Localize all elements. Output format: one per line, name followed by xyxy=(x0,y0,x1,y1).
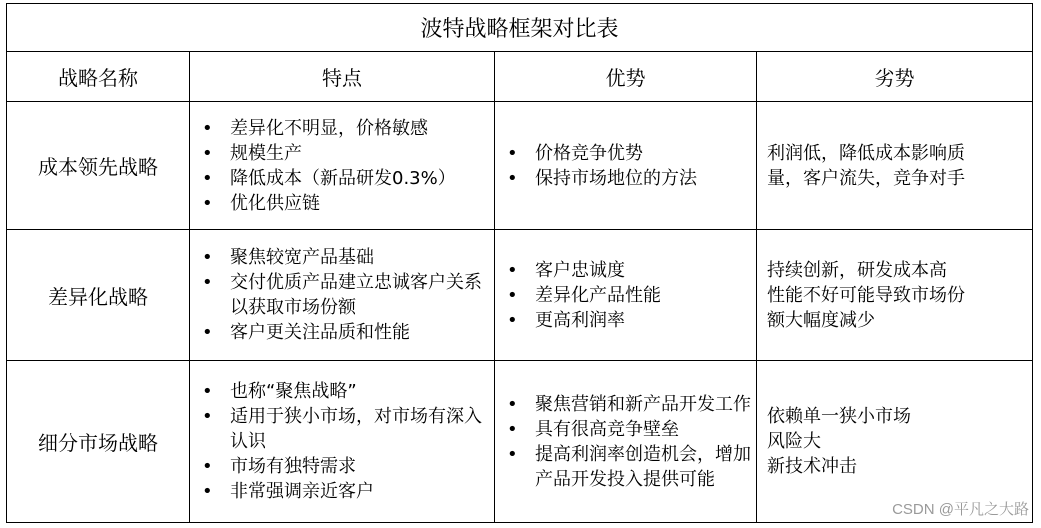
item-text: 也称“聚焦战略” xyxy=(230,381,357,402)
bullet-icon: • xyxy=(507,418,518,440)
advantages-list xyxy=(495,392,756,492)
bullet-icon: • xyxy=(507,443,518,465)
list-item xyxy=(200,270,494,320)
text-line: 新技术冲击 xyxy=(767,456,857,477)
advantages-cell xyxy=(495,230,757,361)
item-text: 提高利润率创造机会，增加产品开发投入提供可能 xyxy=(535,443,751,490)
text-line: 利润低，降低成本影响质 xyxy=(767,142,965,164)
item-text: 非常强调亲近客户 xyxy=(230,481,374,502)
list-item xyxy=(200,404,494,454)
bullet-icon: • xyxy=(202,456,213,477)
table-row xyxy=(7,361,1033,523)
list-item xyxy=(505,417,756,442)
item-text: 聚焦营销和新产品开发工作 xyxy=(535,393,751,415)
advantages-list xyxy=(495,258,756,333)
item-text: 适用于狭小市场，对市场有深入认识 xyxy=(230,406,482,452)
bullet-icon: • xyxy=(202,167,213,189)
bullet-icon: • xyxy=(507,142,518,164)
bullet-icon: • xyxy=(507,284,518,306)
bullet-icon: • xyxy=(202,272,213,293)
features-list xyxy=(190,245,494,345)
table-row xyxy=(7,230,1033,361)
text-line: 量，客户流失，竞争对手 xyxy=(767,167,965,189)
list-item xyxy=(200,166,494,191)
item-text: 优化供应链 xyxy=(230,192,320,214)
text-line: 风险大 xyxy=(767,431,821,452)
list-item xyxy=(505,308,756,333)
item-text: 更高利润率 xyxy=(535,309,625,331)
comparison-table xyxy=(6,3,1033,523)
table-row xyxy=(7,102,1033,230)
header-advantages: 优势 xyxy=(495,52,757,102)
bullet-icon: • xyxy=(507,309,518,331)
item-text: 具有很高竞争壁垒 xyxy=(535,418,679,440)
bullet-icon: • xyxy=(202,381,213,402)
list-item xyxy=(505,392,756,417)
item-text: 差异化产品性能 xyxy=(535,284,661,306)
watermark: CSDN @平凡之大路 xyxy=(892,501,1029,518)
strategy-name: 细分市场战略 xyxy=(7,361,190,523)
list-item xyxy=(505,283,756,308)
table-title: 波特战略框架对比表 xyxy=(7,4,1033,52)
item-text: 价格竞争优势 xyxy=(535,142,643,164)
header-features: 特点 xyxy=(190,52,495,102)
list-item xyxy=(200,141,494,166)
bullet-icon: • xyxy=(202,117,213,139)
item-text: 差异化不明显，价格敏感 xyxy=(230,117,428,139)
bullet-icon: • xyxy=(202,192,213,214)
list-item xyxy=(505,141,756,166)
text-line: 性能不好可能导致市场份 xyxy=(767,284,965,306)
disadvantages-text xyxy=(757,258,1032,333)
advantages-list xyxy=(495,141,756,191)
list-item xyxy=(200,320,494,345)
list-item xyxy=(505,442,756,492)
list-item xyxy=(505,258,756,283)
text-line: 持续创新，研发成本高 xyxy=(767,259,947,281)
item-text: 降低成本（新品研发0.3%） xyxy=(230,167,456,189)
header-strategy-name: 战略名称 xyxy=(7,52,190,102)
strategy-name: 成本领先战略 xyxy=(7,102,190,230)
features-list xyxy=(190,116,494,216)
bullet-icon: • xyxy=(202,481,213,502)
features-cell xyxy=(190,102,495,230)
bullet-icon: • xyxy=(507,393,518,415)
item-text: 客户更关注品质和性能 xyxy=(230,322,410,343)
bullet-icon: • xyxy=(202,247,213,268)
header-disadvantages: 劣势 xyxy=(757,52,1033,102)
bullet-icon: • xyxy=(202,142,213,164)
list-item xyxy=(200,245,494,270)
disadvantages-text xyxy=(757,404,1032,479)
list-item xyxy=(200,191,494,216)
item-text: 聚焦较宽产品基础 xyxy=(230,247,374,268)
features-cell xyxy=(190,230,495,361)
item-text: 市场有独特需求 xyxy=(230,456,356,477)
disadvantages-cell xyxy=(757,230,1033,361)
item-text: 客户忠诚度 xyxy=(535,259,625,281)
bullet-icon: • xyxy=(507,259,518,281)
text-line: 依赖单一狭小市场 xyxy=(767,406,911,427)
list-item xyxy=(200,379,494,404)
features-cell xyxy=(190,361,495,523)
header-row xyxy=(7,52,1033,102)
strategy-name: 差异化战略 xyxy=(7,230,190,361)
features-list xyxy=(190,379,494,504)
disadvantages-cell xyxy=(757,102,1033,230)
advantages-cell xyxy=(495,102,757,230)
advantages-cell xyxy=(495,361,757,523)
item-text: 保持市场地位的方法 xyxy=(535,167,697,189)
bullet-icon: • xyxy=(202,406,213,427)
item-text: 规模生产 xyxy=(230,142,302,164)
bullet-icon: • xyxy=(202,322,213,343)
disadvantages-text xyxy=(757,141,1032,191)
list-item xyxy=(200,454,494,479)
text-line: 额大幅度减少 xyxy=(767,309,875,331)
list-item xyxy=(200,479,494,504)
list-item xyxy=(505,166,756,191)
bullet-icon: • xyxy=(507,167,518,189)
item-text: 交付优质产品建立忠诚客户关系以获取市场份额 xyxy=(230,272,482,318)
list-item xyxy=(200,116,494,141)
